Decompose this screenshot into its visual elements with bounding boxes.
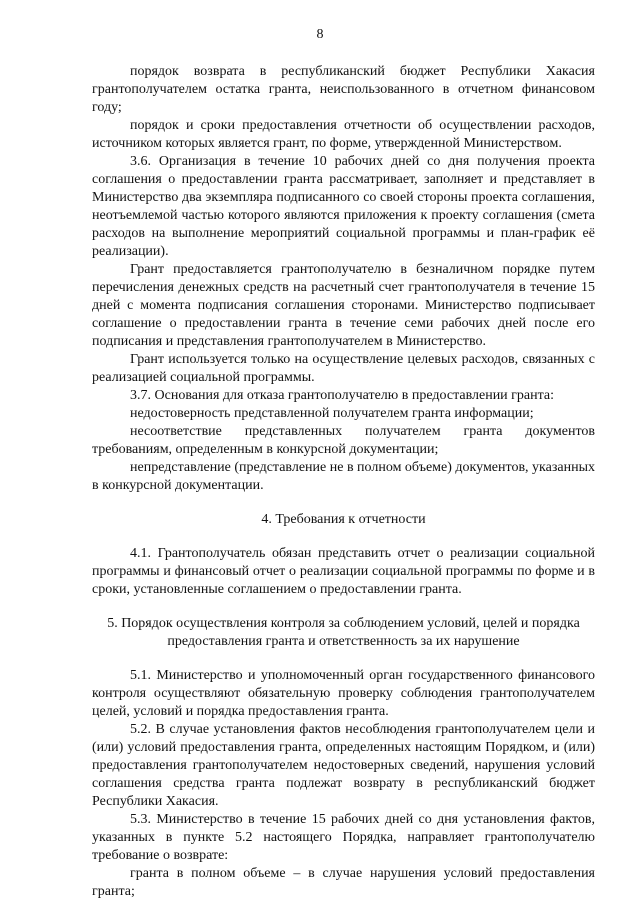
- paragraph: 5.3. Министерство в течение 15 рабочих дней со дня установления фактов, указанных в пункте 5.2 настоящего Порядка, направляет грантополучателю требование о возврате:: [92, 812, 595, 863]
- paragraph: непредставление (представление не в полном объеме) документов, указанных в конкурсной документации.: [92, 460, 595, 493]
- paragraph: 3.7. Основания для отказа грантополучателю в предоставлении гранта:: [130, 388, 555, 403]
- section-spacer: [92, 599, 595, 615]
- paragraph: 4.1. Грантополучатель обязан представить отчет о реализации социальной программы и финансовый отчет о реализации социальной программы по форме и в сроки, установленные соглашением о предоставлении гранта.: [92, 546, 595, 597]
- page-number: 8: [316, 27, 324, 42]
- paragraph: порядок возврата в республиканский бюджет Республики Хакасия грантополучателем остатка гранта, неиспользованного в отчетном финансовом году;: [92, 64, 595, 115]
- paragraph: гранта в полном объеме – в случае нарушения условий предоставления гранта;: [92, 866, 595, 899]
- paragraph: несоответствие представленных получателем гранта документов требованиям, определенным в конкурсной документации;: [92, 424, 595, 457]
- document-body: [92, 63, 595, 901]
- section-spacer: [92, 529, 595, 545]
- section-heading: 4. Требования к отчетности: [261, 512, 426, 527]
- paragraph: 5.2. В случае установления фактов несоблюдения грантополучателем цели и (или) условий предоставления гранта, определенных настоящим Порядком, и (или) предоставления грантополучателем недостоверных сведений, нарушения условий соглашения средства гранта подлежат возврату в республиканский бюджет Республики Хакасия.: [92, 722, 595, 809]
- section-spacer: [92, 651, 595, 667]
- section-heading: 5. Порядок осуществления контроля за соблюдением условий, целей и порядка предоставления гранта и ответственность за их нарушение: [107, 616, 580, 649]
- section-spacer: [92, 495, 595, 511]
- paragraph: Грант используется только на осуществление целевых расходов, связанных с реализацией социальной программы.: [92, 352, 595, 385]
- paragraph: Грант предоставляется грантополучателю в безналичном порядке путем перечисления денежных средств на расчетный счет грантополучателя в течение 15 дней с момента подписания соглашения сторонами. Министерство подписывает соглашение о предоставлении гранта в течение семи рабочих дней после его подписания и представления грантополучателем в Министерство.: [92, 262, 595, 349]
- paragraph: 3.6. Организация в течение 10 рабочих дней со дня получения проекта соглашения о предоставлении гранта рассматривает, заполняет и представляет в Министерство два экземпляра подписанного со своей стороны проекта соглашения, неотъемлемой частью которого являются приложения к проекту соглашения (смета расходов на выполнение мероприятий социальной программы и план-график её реализации).: [92, 154, 595, 259]
- paragraph: 5.1. Министерство и уполномоченный орган государственного финансового контроля осуществляют обязательную проверку соблюдения грантополучателем целей, условий и порядка предоставления гранта.: [92, 668, 595, 719]
- paragraph: недостоверность представленной получателем гранта информации;: [130, 406, 534, 421]
- paragraph: порядок и сроки предоставления отчетности об осуществлении расходов, источником которых является грант, по форме, утвержденной Министерством.: [92, 118, 595, 151]
